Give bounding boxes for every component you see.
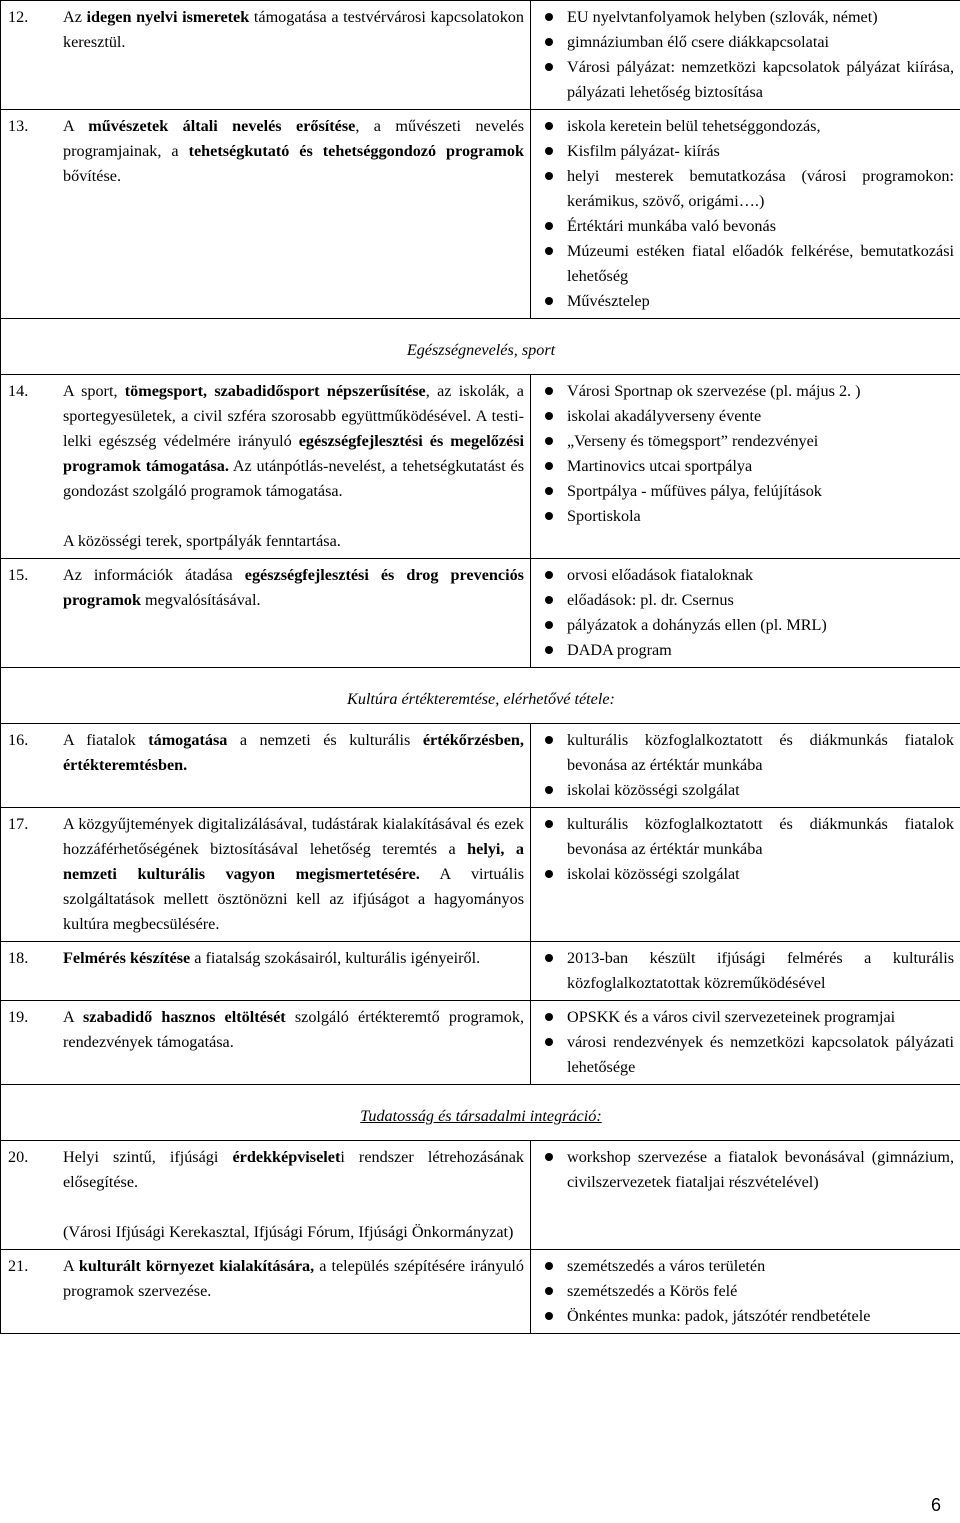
bullet-icon (537, 946, 567, 996)
activity-text: Sportpálya - műfüves pálya, felújítások (567, 482, 822, 500)
activity-text: 2013-ban készült ifjúsági felmérés a kulturális közfoglalkoztatottak közreműködésével (567, 949, 954, 992)
emphasis-text: helyi, a nemzeti kulturális vagyon megismertetésére. (63, 840, 524, 883)
bullet-icon (537, 638, 567, 663)
objective (8, 728, 524, 778)
objective (8, 946, 524, 971)
bullet-icon (537, 1030, 567, 1080)
body-text: A közgyűjtemények digitalizálásával, tudástárak kialakításával és ezek hozzáférhetőségének biztosításával lehetőség teremtés a (63, 815, 524, 858)
objective (8, 812, 524, 937)
objective-text (63, 1145, 524, 1245)
objective-text (63, 563, 524, 613)
activity-item (537, 1005, 954, 1030)
activity-text: kulturális közfoglalkoztatott és diákmunkás fiatalok bevonása az értéktár munkába (567, 815, 954, 858)
bullet-icon (537, 164, 567, 214)
activity-list (537, 728, 954, 803)
activity-text: kulturális közfoglalkoztatott és diákmunkás fiatalok bevonása az értéktár munkába (567, 731, 954, 774)
item-number: 14. (8, 382, 29, 400)
objective (8, 114, 524, 189)
activity-text: workshop szervezése a fiatalok bevonásával (gimnázium, civilszervezetek fiataljai részvételével) (567, 1148, 954, 1191)
activity-list (537, 1005, 954, 1080)
section-title: Tudatosság és társadalmi integráció: (360, 1107, 602, 1125)
activity-item (537, 812, 954, 862)
objective-cell (1, 1001, 531, 1085)
body-text: (Városi Ifjúsági Kerekasztal, Ifjúsági Fórum, Ifjúsági Önkormányzat) (63, 1223, 514, 1241)
objective-cell (1, 110, 531, 319)
body-text: , az iskolák, a sportegyesületek, a civil szféra szorosabb együttműködésével. A testi-lelki egészség védelmére irányuló (63, 382, 524, 450)
bullet-icon (537, 1005, 567, 1030)
activity-list (537, 563, 954, 663)
activity-item (537, 164, 954, 214)
activity-item (537, 946, 954, 996)
item-row (1, 724, 960, 808)
item-row (1, 375, 960, 559)
activity-text: előadások: pl. dr. Csernus (567, 591, 734, 609)
activity-text: DADA program (567, 641, 672, 659)
activity-text: Városi pályázat: nemzetközi kapcsolatok pályázat kiírása, pályázati lehetőség biztosítása (567, 58, 954, 101)
body-text: Helyi szintű, ifjúsági (63, 1148, 233, 1166)
activities-cell (531, 110, 960, 319)
objective-text (63, 379, 524, 554)
item-row (1, 942, 960, 1001)
objective-text (63, 812, 524, 937)
activity-text: Sportiskola (567, 507, 641, 525)
item-number: 20. (8, 1148, 29, 1166)
body-text: megvalósításával. (140, 591, 261, 609)
body-text: A fiatalok (63, 731, 149, 749)
activities-cell (531, 559, 960, 668)
bullet-icon (537, 429, 567, 454)
item-row (1, 1001, 960, 1085)
activity-item (537, 588, 954, 613)
bullet-icon (537, 139, 567, 164)
activity-item (537, 1279, 954, 1304)
item-number: 17. (8, 815, 29, 833)
objective (8, 5, 524, 55)
emphasis-text: idegen nyelvi ismeretek (86, 8, 250, 26)
bullet-icon (537, 454, 567, 479)
section-row (1, 668, 960, 724)
activity-item (537, 778, 954, 803)
item-number: 12. (8, 8, 29, 26)
bullet-icon (537, 728, 567, 778)
item-row (1, 808, 960, 942)
item-row (1, 559, 960, 668)
activity-item (537, 404, 954, 429)
objective (8, 1005, 524, 1055)
body-text: szolgáló értékteremtő programok, rendezvények támogatása. (63, 1008, 524, 1051)
item-row (1, 1250, 960, 1334)
item-row (1, 1141, 960, 1250)
activity-list (537, 114, 954, 314)
objective (8, 1254, 524, 1304)
item-number: 13. (8, 117, 29, 135)
body-text: a nemzeti és kulturális (227, 731, 423, 749)
activity-text: Városi Sportnap ok szervezése (pl. május 2. ) (567, 382, 861, 400)
objective-text (63, 1005, 524, 1055)
item-number: 21. (8, 1257, 29, 1275)
activities-cell (531, 942, 960, 1001)
bullet-icon (537, 504, 567, 529)
activity-text: Művésztelep (567, 292, 650, 310)
emphasis-text: kulturált környezet kialakítására, (78, 1257, 315, 1275)
bullet-icon (537, 239, 567, 289)
activity-item (537, 55, 954, 105)
emphasis-text: egészségfejlesztési és megelőzési programok támogatása. (63, 432, 524, 475)
body-text: Az utánpótlás-nevelést, a tehetségkutatást és gondozást szolgáló programok támogatása. (63, 457, 524, 500)
objective-text (63, 946, 524, 971)
objective-cell (1, 559, 531, 668)
activity-item (537, 454, 954, 479)
activity-item (537, 429, 954, 454)
activity-item (537, 114, 954, 139)
bullet-icon (537, 214, 567, 239)
activity-text: gimnáziumban élő csere diákkapcsolatai (567, 33, 830, 51)
bullet-icon (537, 1279, 567, 1304)
body-text: A (63, 117, 89, 135)
activity-item (537, 1254, 954, 1279)
body-text: A (63, 1257, 79, 1275)
bullet-icon (537, 862, 567, 887)
emphasis-text: művészetek általi nevelés erősítése (88, 117, 356, 135)
activity-text: városi rendezvények és nemzetközi kapcsolatok pályázati lehetősége (567, 1033, 954, 1076)
activity-item (537, 728, 954, 778)
item-number: 18. (8, 949, 29, 967)
activity-item (537, 289, 954, 314)
objective-cell (1, 808, 531, 942)
body-text: A közösségi terek, sportpályák fenntartása. (63, 532, 341, 550)
bullet-icon (537, 404, 567, 429)
section-heading (1, 1085, 960, 1141)
program-table-body (1, 1, 960, 1334)
body-text: támogatása a testvérvárosi kapcsolatokon keresztül. (63, 8, 524, 51)
objective-cell (1, 1141, 531, 1250)
emphasis-text: érdekképviselet (232, 1148, 341, 1166)
emphasis-text: tömegsport, szabadidősport népszerűsítése (124, 382, 426, 400)
activity-list (537, 5, 954, 105)
activity-text: EU nyelvtanfolyamok helyben (szlovák, német) (567, 8, 878, 26)
activity-item (537, 30, 954, 55)
body-text: a település szépítésére irányuló programok szervezése. (63, 1257, 525, 1300)
activities-cell (531, 1141, 960, 1250)
body-text: A sport, (63, 382, 125, 400)
activity-text: iskolai közösségi szolgálat (567, 865, 740, 883)
bullet-icon (537, 778, 567, 803)
activity-list (537, 812, 954, 887)
activities-cell (531, 808, 960, 942)
item-number: 15. (8, 566, 29, 584)
objective-cell (1, 942, 531, 1001)
emphasis-text: tehetségkutató és tehetséggondozó programok (188, 142, 525, 160)
objective-text (63, 5, 524, 55)
activity-text: orvosi előadások fiataloknak (567, 566, 754, 584)
activity-list (537, 1145, 954, 1195)
activity-text: iskolai közösségi szolgálat (567, 781, 740, 799)
body-text: a fiatalság szokásairól, kulturális igényeiről. (190, 949, 481, 967)
activities-cell (531, 724, 960, 808)
bullet-icon (537, 812, 567, 862)
objective (8, 563, 524, 613)
activity-text: OPSKK és a város civil szervezeteinek programjai (567, 1008, 896, 1026)
activity-item (537, 1145, 954, 1195)
bullet-icon (537, 30, 567, 55)
objective-cell (1, 375, 531, 559)
objective-cell (1, 724, 531, 808)
emphasis-text: értékőrzésben, értékteremtésben. (63, 731, 524, 774)
activity-item (537, 479, 954, 504)
section-row (1, 1085, 960, 1141)
section-heading (1, 668, 960, 724)
activity-item (537, 139, 954, 164)
activity-list (537, 946, 954, 996)
activity-text: Múzeumi estéken fiatal előadók felkérése, bemutatkozási lehetőség (567, 242, 954, 285)
activity-list (537, 1254, 954, 1329)
bullet-icon (537, 613, 567, 638)
emphasis-text: támogatása (148, 731, 228, 749)
activity-text: iskola keretein belül tehetséggondozás, (567, 117, 821, 135)
bullet-icon (537, 114, 567, 139)
activity-text: szemétszedés a város területén (567, 1257, 766, 1275)
activities-cell (531, 1250, 960, 1334)
activity-text: szemétszedés a Körös felé (567, 1282, 738, 1300)
body-text: A virtuális szolgáltatások mellett ösztönözni kell az ifjúságot a hagyományos kultúra megbecsülésére. (63, 865, 524, 933)
bullet-icon (537, 55, 567, 105)
section-row (1, 319, 960, 375)
emphasis-text: egészségfejlesztési és drog prevenciós programok (63, 566, 524, 609)
activities-cell (531, 1, 960, 110)
activity-item (537, 862, 954, 887)
item-row (1, 1, 960, 110)
bullet-icon (537, 479, 567, 504)
bullet-icon (537, 379, 567, 404)
bullet-icon (537, 1254, 567, 1279)
item-number: 16. (8, 731, 29, 749)
objective-text (63, 728, 524, 778)
activity-text: Értéktári munkába való bevonás (567, 217, 777, 235)
objective-text (63, 1254, 524, 1304)
emphasis-text: Felmérés készítése (63, 949, 191, 967)
section-title: Kultúra értékteremtése, elérhetővé tétele: (347, 690, 615, 708)
objective-cell (1, 1250, 531, 1334)
body-text: i rendszer létrehozásának elősegítése. (63, 1148, 524, 1191)
activities-cell (531, 375, 960, 559)
objective (8, 1145, 524, 1245)
activity-text: Önkéntes munka: padok, játszótér rendbetétele (567, 1307, 871, 1325)
activity-text: iskolai akadályverseny évente (567, 407, 762, 425)
activity-item (537, 563, 954, 588)
bullet-icon (537, 1145, 567, 1195)
activity-list (537, 379, 954, 529)
activity-item (537, 379, 954, 404)
activities-cell (531, 1001, 960, 1085)
item-row (1, 110, 960, 319)
activity-text: Martinovics utcai sportpálya (567, 457, 753, 475)
body-text: Az információk átadása (63, 566, 245, 584)
objective (8, 379, 524, 554)
bullet-icon (537, 588, 567, 613)
activity-item (537, 613, 954, 638)
body-text: A (63, 1008, 83, 1026)
bullet-icon (537, 563, 567, 588)
page-number: 6 (931, 1495, 942, 1515)
objective-text (63, 114, 524, 189)
activity-item (537, 504, 954, 529)
bullet-icon (537, 1304, 567, 1329)
activity-text: pályázatok a dohányzás ellen (pl. MRL) (567, 616, 827, 634)
bullet-icon (537, 289, 567, 314)
activity-item (537, 5, 954, 30)
item-number: 19. (8, 1008, 29, 1026)
activity-item (537, 1304, 954, 1329)
activity-text: helyi mesterek bemutatkozása (városi programokon: kerámikus, szövő, origámi….) (567, 167, 954, 210)
objective-cell (1, 1, 531, 110)
activity-text: Kisfilm pályázat- kiírás (567, 142, 720, 160)
activity-item (537, 638, 954, 663)
activity-item (537, 214, 954, 239)
body-text: Az (63, 8, 87, 26)
emphasis-text: szabadidő hasznos eltöltését (82, 1008, 286, 1026)
activity-item (537, 239, 954, 289)
activity-text: „Verseny és tömegsport” rendezvényei (567, 432, 819, 450)
section-title: Egészségnevelés, sport (406, 341, 556, 359)
section-heading (1, 319, 960, 375)
body-text: bővítése. (63, 167, 121, 185)
body-text: , a művészeti nevelés programjainak, a (63, 117, 525, 160)
activity-item (537, 1030, 954, 1080)
bullet-icon (537, 5, 567, 30)
